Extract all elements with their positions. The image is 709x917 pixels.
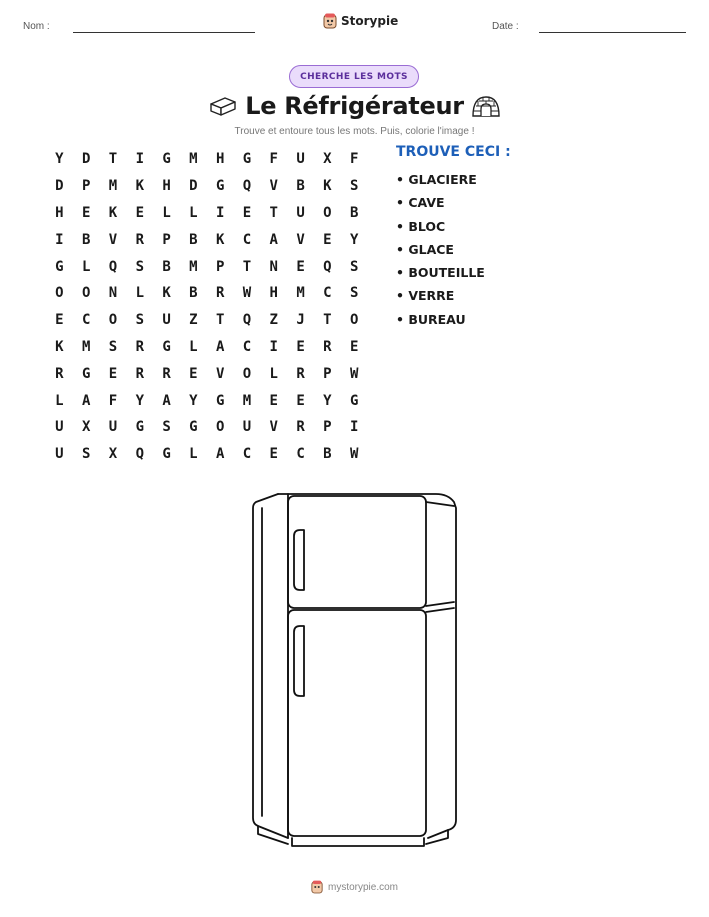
grid-letter: T [323, 312, 332, 329]
grid-letter: M [81, 338, 91, 355]
brand [323, 13, 398, 29]
grid-letter: L [269, 365, 278, 382]
grid-letter: L [135, 285, 144, 302]
grid-letter: O [323, 204, 332, 221]
grid-letter: R [55, 365, 64, 382]
activity-badge: CHERCHE LES MOTS [289, 65, 419, 88]
word-list-item: • CAVE [396, 195, 445, 211]
grid-letter: E [242, 204, 252, 221]
grid-letter: U [55, 419, 64, 436]
page-title: Le Réfrigérateur [245, 92, 464, 120]
grid-letter: A [162, 392, 171, 409]
grid-letter: B [81, 231, 91, 248]
grid-letter: B [189, 231, 198, 248]
grid-letter: I [349, 419, 359, 436]
grid-letter: I [55, 231, 64, 248]
grid-letter: E [81, 204, 91, 221]
grid-letter: G [189, 419, 198, 436]
grid-letter: I [269, 338, 278, 355]
grid-letter: S [108, 338, 118, 355]
storypie-logo-icon [323, 13, 337, 29]
grid-letter: R [135, 231, 144, 248]
grid-letter: B [189, 285, 198, 302]
grid-letter: M [242, 392, 252, 409]
grid-letter: E [189, 365, 198, 382]
grid-letter: O [215, 419, 225, 436]
grid-letter: K [108, 204, 118, 221]
grid-letter: L [162, 204, 171, 221]
grid-letter: E [269, 446, 278, 463]
grid-letter: C [323, 285, 332, 302]
grid-letter: K [55, 338, 64, 355]
date-label: Date : [492, 21, 519, 32]
grid-letter: K [323, 178, 332, 195]
grid-letter: C [242, 231, 252, 248]
grid-letter: P [323, 419, 332, 436]
grid-letter: M [189, 151, 198, 168]
grid-letter: Y [323, 392, 332, 409]
grid-letter: A [269, 231, 278, 248]
date-line [539, 32, 686, 33]
grid-letter: U [296, 204, 305, 221]
grid-letter: T [269, 204, 278, 221]
grid-letter: Y [135, 392, 144, 409]
word-list-item: • GLACIERE [396, 172, 477, 187]
grid-letter: T [108, 151, 118, 168]
grid-letter: Q [323, 258, 332, 275]
grid-letter: S [349, 178, 359, 195]
grid-letter: R [323, 338, 332, 355]
grid-letter: R [135, 365, 144, 382]
grid-letter: E [55, 312, 64, 329]
grid-letter: U [108, 419, 118, 436]
grid-letter: S [135, 312, 144, 329]
grid-letter: L [55, 392, 64, 409]
grid-letter: Y [189, 392, 198, 409]
grid-letter: F [269, 151, 278, 168]
grid-letter: V [215, 365, 225, 382]
grid-letter: S [81, 446, 91, 463]
grid-letter: C [296, 446, 305, 463]
grid-letter: R [296, 365, 305, 382]
name-line [73, 32, 255, 33]
grid-letter: Q [108, 258, 118, 275]
footer-url: mystorypie.com [327, 881, 398, 893]
brand-name: Storypie [341, 14, 399, 28]
grid-letter: B [162, 258, 171, 275]
grid-letter: G [215, 392, 225, 409]
refrigerator-illustration [248, 488, 460, 852]
grid-letter: Z [189, 312, 198, 329]
grid-letter: D [189, 178, 198, 195]
grid-letter: F [108, 392, 118, 409]
grid-letter: F [349, 151, 359, 168]
grid-letter: D [81, 151, 91, 168]
grid-letter: J [296, 312, 305, 329]
grid-letter: V [108, 231, 118, 248]
grid-letter: X [108, 446, 118, 463]
word-list-title: TROUVE CECI : [396, 144, 511, 160]
grid-letter: G [162, 338, 171, 355]
grid-letter: L [189, 338, 198, 355]
grid-letter: G [215, 178, 225, 195]
grid-letter: E [296, 392, 305, 409]
grid-letter: O [242, 365, 252, 382]
grid-letter: Q [242, 178, 252, 195]
grid-letter: M [296, 285, 305, 302]
grid-letter: E [108, 365, 118, 382]
grid-letter: O [81, 285, 91, 302]
grid-letter: S [349, 285, 359, 302]
grid-letter: K [135, 178, 144, 195]
grid-letter: P [215, 258, 225, 275]
grid-letter: G [349, 392, 359, 409]
word-list [396, 170, 485, 333]
grid-letter: E [349, 338, 359, 355]
grid-letter: U [162, 312, 171, 329]
grid-letter: O [349, 312, 359, 329]
grid-letter: R [215, 285, 225, 302]
grid-letter: X [81, 419, 91, 436]
grid-letter: P [162, 231, 171, 248]
grid-letter: B [296, 178, 305, 195]
instructions: Trouve et entoure tous les mots. Puis, colorie l'image ! [234, 126, 475, 137]
grid-letter: M [189, 258, 198, 275]
grid-letter: E [323, 231, 332, 248]
footer [0, 880, 709, 894]
grid-letter: H [269, 285, 278, 302]
grid-letter: C [242, 446, 252, 463]
grid-letter: H [162, 178, 171, 195]
grid-letter: U [296, 151, 305, 168]
grid-letter: K [215, 231, 225, 248]
grid-letter: Q [242, 312, 252, 329]
grid-letter: S [349, 258, 359, 275]
grid-letter: Y [55, 151, 64, 168]
grid-letter: T [215, 312, 225, 329]
grid-letter: W [349, 365, 359, 382]
grid-letter: T [242, 258, 252, 275]
grid-letter: W [242, 285, 252, 302]
grid-letter: V [269, 178, 278, 195]
grid-letter: U [242, 419, 252, 436]
grid-letter: A [215, 338, 225, 355]
grid-letter: I [135, 151, 144, 168]
word-list-item: • BUREAU [396, 311, 466, 327]
grid-letter: R [162, 365, 171, 382]
grid-letter: L [189, 204, 198, 221]
grid-letter: E [269, 392, 278, 409]
grid-letter: G [55, 258, 64, 275]
letter-grid [46, 146, 368, 468]
grid-letter: G [135, 419, 144, 436]
grid-letter: O [108, 312, 118, 329]
grid-letter: A [81, 392, 91, 409]
grid-letter: G [162, 446, 171, 463]
grid-letter: N [269, 258, 278, 275]
grid-letter: K [162, 285, 171, 302]
grid-letter: E [296, 338, 305, 355]
name-label: Nom : [23, 21, 50, 32]
grid-letter: S [135, 258, 144, 275]
grid-letter: C [242, 338, 252, 355]
grid-letter: V [269, 419, 278, 436]
grid-letter: L [81, 258, 91, 275]
grid-letter: O [55, 285, 64, 302]
word-list-item: • VERRE [396, 288, 455, 304]
word-list-item: • BOUTEILLE [396, 265, 485, 281]
igloo-icon [471, 94, 501, 118]
grid-letter: E [296, 258, 305, 275]
grid-letter: V [296, 231, 305, 248]
grid-letter: P [81, 178, 91, 195]
grid-letter: L [189, 446, 198, 463]
storypie-logo-icon [311, 880, 323, 894]
grid-letter: C [81, 312, 91, 329]
grid-letter: G [81, 365, 91, 382]
grid-letter: M [108, 178, 118, 195]
grid-letter: E [135, 204, 144, 221]
grid-letter: U [55, 446, 64, 463]
grid-letter: R [135, 338, 144, 355]
grid-letter: G [162, 151, 171, 168]
grid-letter: N [108, 285, 118, 302]
grid-letter: Z [269, 312, 278, 329]
grid-letter: G [242, 151, 252, 168]
grid-letter: H [215, 151, 225, 168]
word-list-item: • BLOC [396, 218, 446, 234]
grid-letter: S [162, 419, 171, 436]
grid-letter: W [349, 446, 359, 463]
grid-letter: I [215, 204, 225, 221]
grid-letter: D [55, 178, 64, 195]
grid-letter: H [55, 204, 64, 221]
grid-letter: B [323, 446, 332, 463]
grid-letter: Y [349, 231, 359, 248]
grid-letter: X [323, 151, 332, 168]
grid-letter: P [323, 365, 332, 382]
grid-letter: A [215, 446, 225, 463]
grid-letter: R [296, 419, 305, 436]
grid-letter: Q [135, 446, 144, 463]
grid-letter: B [349, 204, 359, 221]
word-list-item: • GLACE [396, 241, 454, 257]
